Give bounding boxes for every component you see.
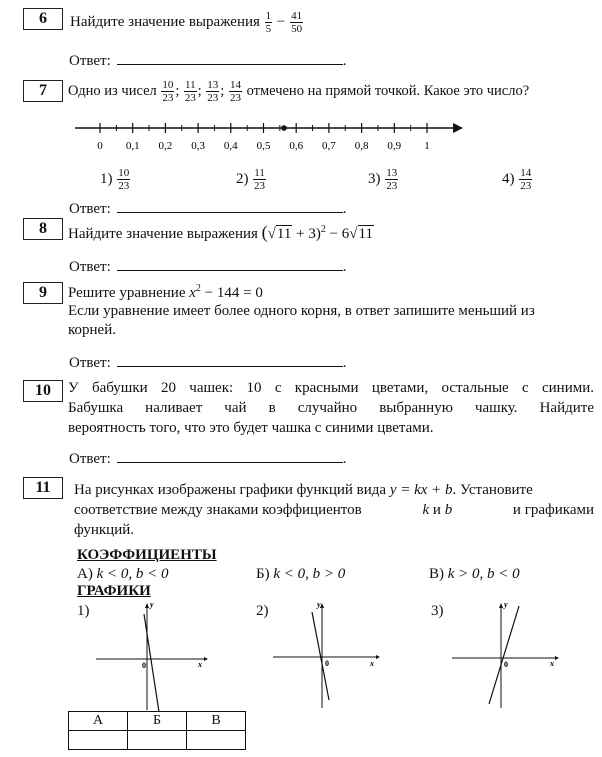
task-7-statement: Одно из чисел $\frac{10}{23}$ ; $\frac{11}{23}$ ; $\frac{13}{23}$ ; $\frac{14}{23}$ отмечено на прямой точкой. Какое это число? (68, 79, 530, 104)
coef-b: Б) k < 0, b > 0 (256, 566, 346, 582)
line-graph-3 (489, 606, 519, 704)
task-number-7: 7 (23, 80, 63, 102)
svg-text:y: y (317, 600, 321, 609)
graph-3-label: 3) (431, 603, 444, 619)
task-11-line3: функций. (74, 522, 134, 538)
svg-text:x: x (198, 660, 202, 669)
tick-label: 0 (97, 140, 103, 152)
task-10-line2: Бабушка наливает чай в случайно выбранную чашку. Найдите (68, 400, 594, 416)
tick-label: 0,1 (125, 140, 140, 152)
answer-field-7[interactable] (117, 198, 343, 213)
line-graph-2 (312, 612, 329, 700)
table-header-a: А (69, 712, 128, 731)
table-header-v: В (187, 712, 246, 731)
tick-label: 0,4 (223, 140, 238, 152)
svg-text:y: y (504, 600, 508, 609)
answer-9: Ответ: . (69, 352, 347, 372)
answer-6: Ответ: . (69, 50, 347, 70)
table-header-b: Б (128, 712, 187, 731)
option-4[interactable]: 4) $\frac{14}{23}$ (502, 167, 532, 192)
tick-label: 0,5 (256, 140, 271, 152)
answer-10: Ответ: . (69, 448, 347, 468)
answer-cell-b[interactable] (128, 731, 187, 750)
task-number-10: 10 (23, 380, 63, 402)
graph-2-label: 2) (256, 603, 269, 619)
answer-field-8[interactable] (117, 256, 343, 271)
svg-text:y: y (150, 600, 154, 609)
option-3[interactable]: 3) $\frac{13}{23}$ (368, 167, 398, 192)
coefficients-title: КОЭФФИЦИЕНТЫ (77, 547, 217, 563)
answer-8: Ответ: . (69, 256, 347, 276)
svg-text:0: 0 (325, 659, 329, 668)
coef-v: В) k > 0, b < 0 (429, 566, 520, 582)
option-2[interactable]: 2) $\frac{11}{23}$ (236, 167, 266, 192)
fraction-1-5: $\frac{1}{5}$ (265, 10, 272, 35)
tick-label: 0,7 (322, 140, 336, 152)
answer-table-11 (68, 711, 246, 750)
graphs-title: ГРАФИКИ (77, 583, 151, 599)
option-1[interactable]: 1) $\frac{10}{23}$ (100, 167, 130, 192)
sqrt-icon: √ (267, 226, 276, 242)
svg-text:x: x (550, 659, 554, 668)
task-9-line2: Если уравнение имеет более одного корня, в ответ запишите меньший из (68, 303, 535, 319)
task-9-line1: Решите уравнение $x^2 - 144 = 0$ (68, 283, 263, 301)
task-number-11: 11 (23, 477, 63, 499)
svg-text:0: 0 (142, 661, 146, 670)
task-8-statement: Найдите значение выражения $(√11 + 3)^2 - 6√11$ (68, 222, 373, 242)
task-9-line3: корней. (68, 322, 116, 338)
line-graph-1 (144, 614, 159, 712)
answer-field-9[interactable] (117, 352, 343, 367)
task-6-text: Найдите значение выражения (70, 13, 260, 30)
fraction-41-50: $\frac{41}{50}$ (291, 10, 303, 35)
tick-label: 0,2 (158, 140, 173, 152)
task-10-line3: вероятность того, что это будет чашка с синими цветами. (68, 420, 434, 436)
marked-point (281, 125, 287, 131)
number-line (75, 118, 465, 152)
sqrt-icon: √ (349, 226, 358, 242)
tick-label: 0,8 (354, 140, 369, 152)
task-11-line2: соответствие между знаками коэффициентов k и b и графиками (74, 502, 594, 518)
tick-label: 1 (424, 140, 430, 152)
task-number-6: 6 (23, 8, 63, 30)
graph-1 (92, 600, 210, 712)
task-10-line1: У бабушки 20 чашек: 10 с красными цветами, остальные с синими. (68, 380, 594, 396)
task-6-statement (70, 10, 304, 35)
answer-7: Ответ: . (69, 198, 347, 218)
answer-field-6[interactable] (117, 50, 343, 65)
tick-label: 0,6 (289, 140, 304, 152)
answer-cell-a[interactable] (69, 731, 128, 750)
minus-sign: − (276, 13, 286, 30)
graph-2 (270, 600, 382, 710)
task-number-9: 9 (23, 282, 63, 304)
graph-3 (449, 600, 561, 710)
tick-label: 0,3 (191, 140, 205, 152)
answer-cell-v[interactable] (187, 731, 246, 750)
svg-text:0: 0 (504, 660, 508, 669)
coef-a: А) k < 0, b < 0 (77, 566, 169, 582)
tick-label: 0,9 (387, 140, 402, 152)
task-11-line1: На рисунках изображены графики функций вида y = kx + b. Установите (74, 482, 533, 498)
answer-field-10[interactable] (117, 448, 343, 463)
svg-text:x: x (370, 659, 374, 668)
task-number-8: 8 (23, 218, 63, 240)
graph-1-label: 1) (77, 603, 90, 619)
